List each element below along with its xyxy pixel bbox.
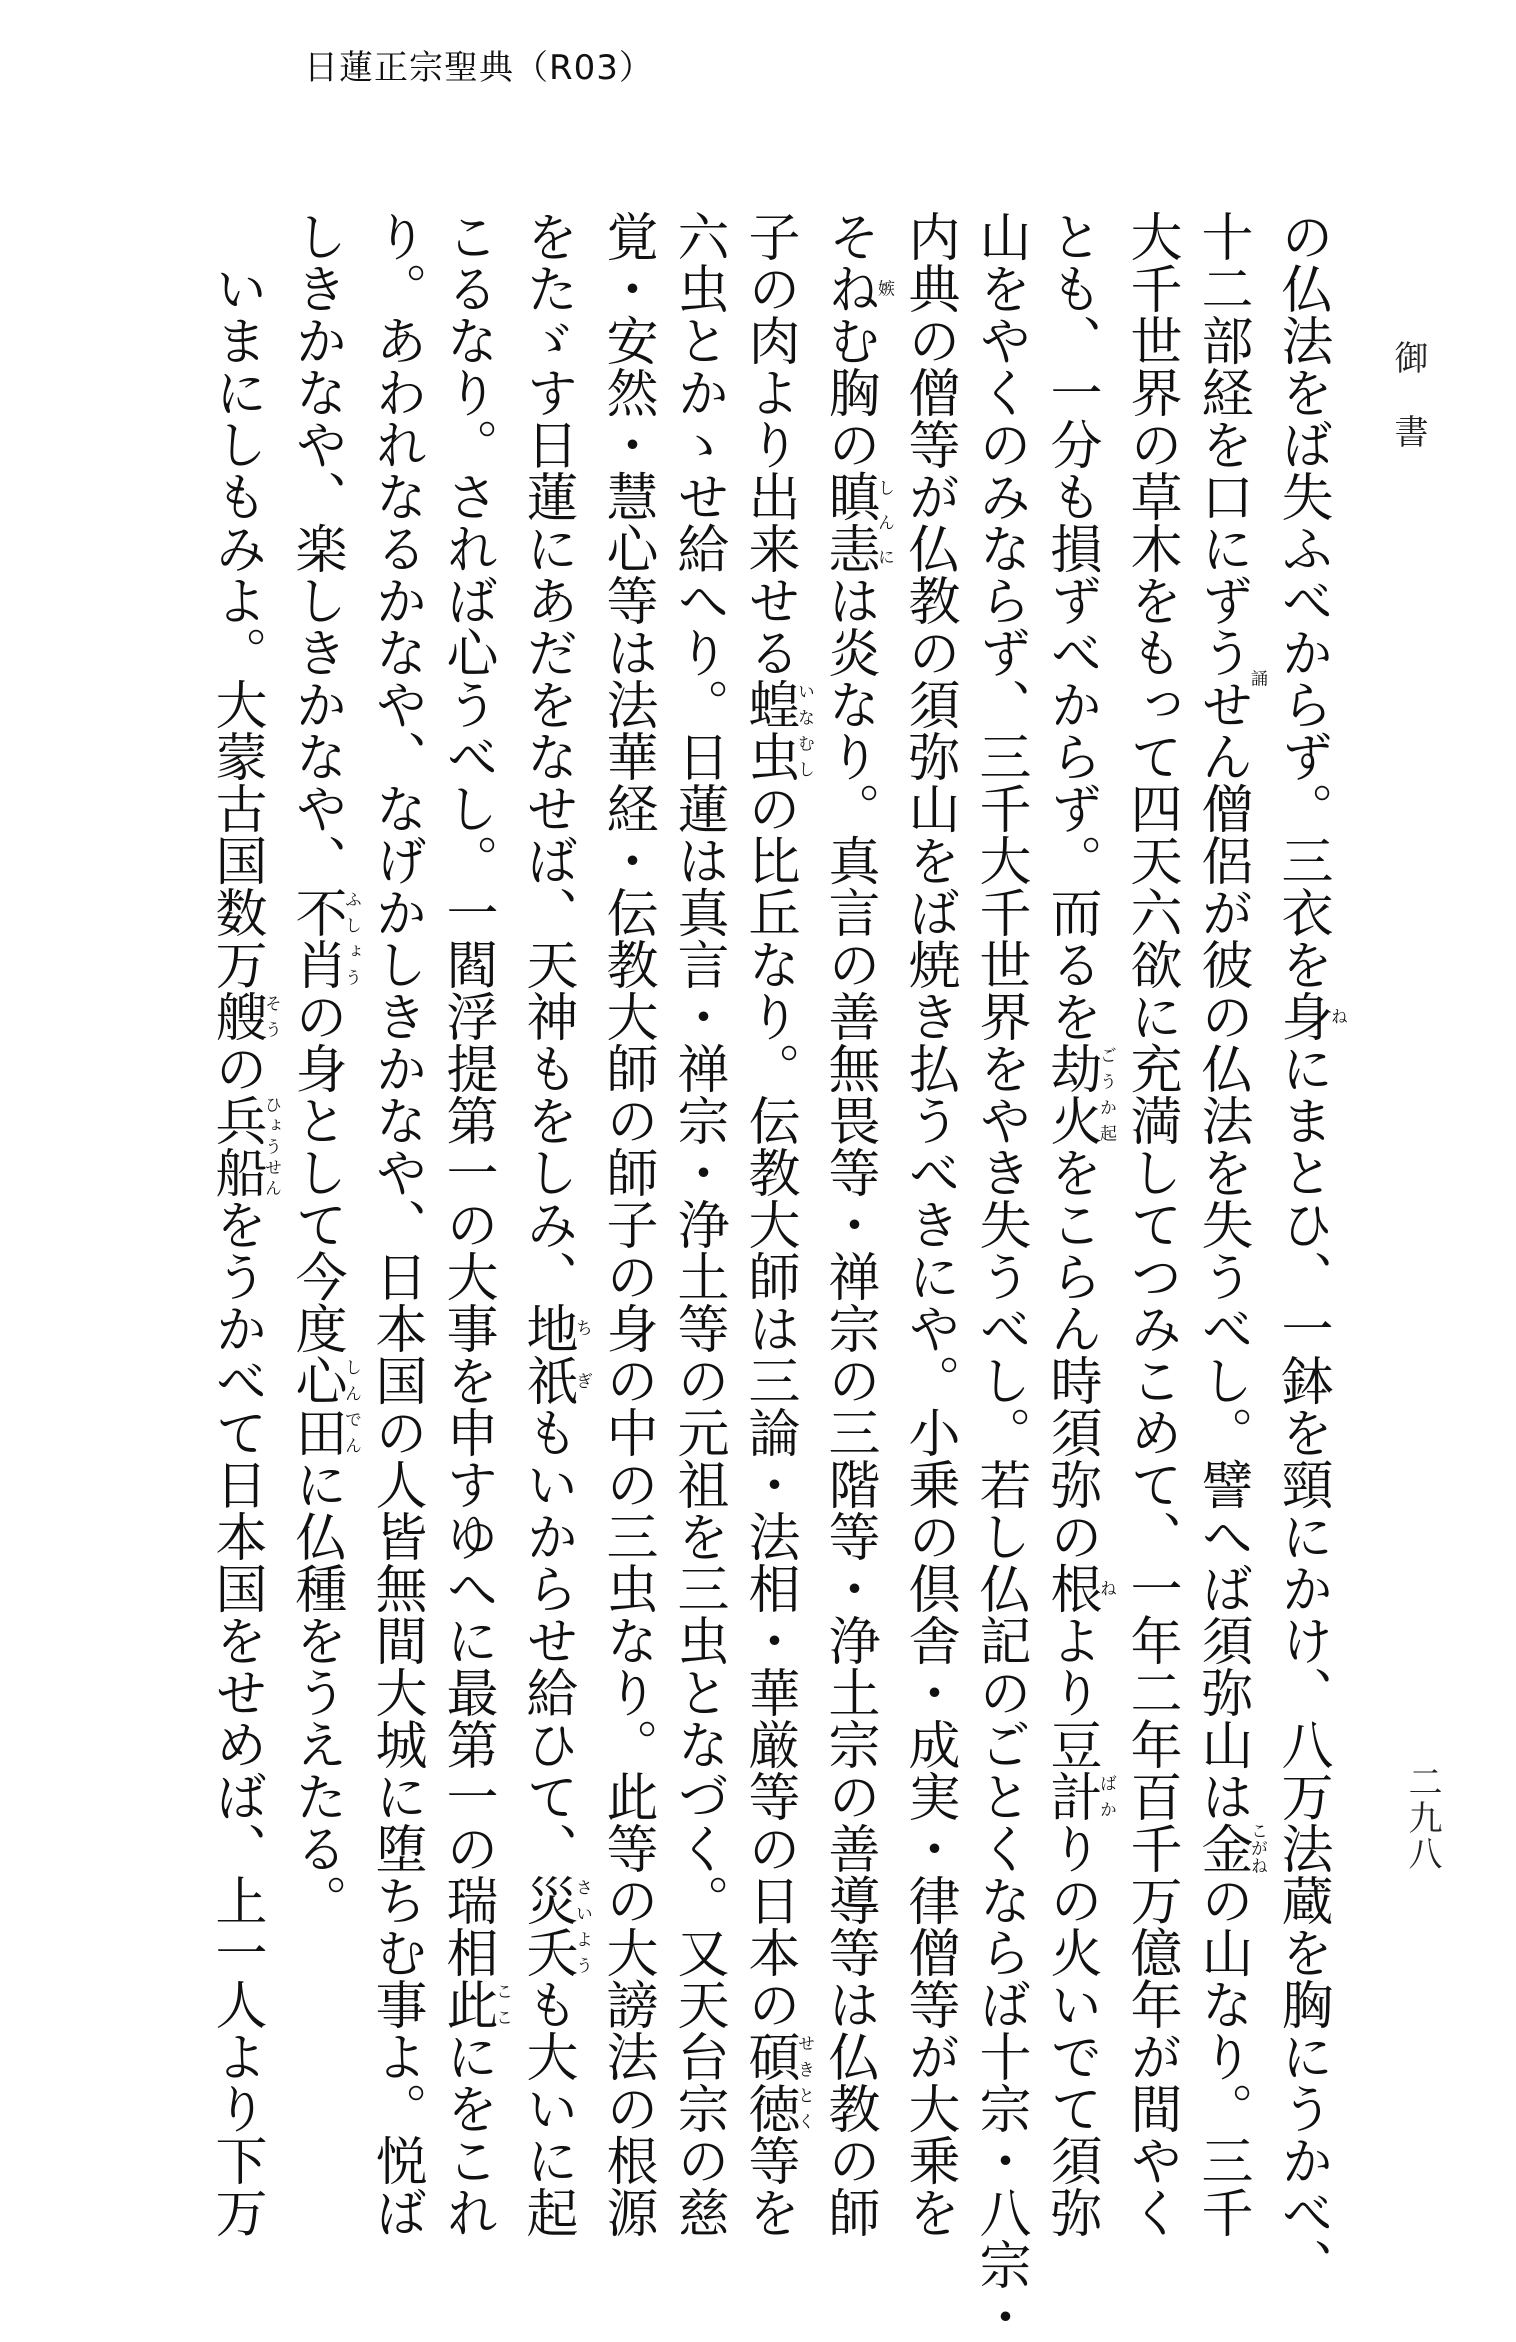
text-segment: 僧侶が彼の仏法を失うべし。譬へば須弥山は [1192,782,1252,1822]
furigana: ね [1096,1562,1116,1614]
ruby-annotated-word: 身ね [1272,990,1347,1042]
text-segment: 大千世界の草木をもって四天六欲に充満してつみこめて、一年二年百千万億年が間やく [1121,210,1181,2238]
text-column [1186,210,1267,2238]
text-column [662,210,733,2238]
text-segment: の身として今度 [286,990,346,1354]
text-segment: にをこれ [437,2030,497,2238]
text-segment: 等を [739,2134,799,2238]
ruby-annotated-word: 艘そう [206,990,281,1042]
furigana: しんでん [341,1354,361,1458]
furigana: ひょうせん [261,1094,281,1198]
text-segment: 十二部経を口に [1192,210,1252,574]
text-segment: 内典の僧等が仏教の須弥山をば焼き払うべきにや。小乗の倶舎・成実・律僧等が大乗を [899,210,959,2238]
text-column [964,210,1035,2342]
text-segment: の仏法をば失ふべからず。三衣を [1272,210,1332,990]
text-segment: しきかなや、楽しきかなや、 [286,210,346,886]
text-column [1115,210,1186,2238]
book-title-header: 日蓮正宗聖典（R03） [304,48,654,88]
furigana: ふしょう [341,886,361,990]
ruby-annotated-word: 地祇ちぎ [517,1302,592,1406]
furigana: ごうか起 [1096,1042,1116,1146]
text-column [511,210,592,2238]
furigana: いなむし [794,678,814,782]
ruby-annotated-word: 瞋恚しんに [819,470,894,574]
ruby-annotated-word: 根ね [1041,1562,1116,1614]
furigana: ね [1327,990,1347,1042]
furigana: さいよう [572,1874,592,1978]
text-column [360,210,431,2238]
furigana: ばか [1096,1770,1116,1822]
ruby-annotated-word: 災夭さいよう [517,1874,592,1978]
page-number: 二九八 [1402,1764,1442,1872]
text-segment: に仏種をうえたる。 [286,1458,346,1926]
text-column [431,210,512,2238]
text-column [591,210,662,2238]
text-segment: にまとひ、一鉢を頸にかけ、八万法蔵を胸にうかべ、 [1272,1042,1332,2290]
text-segment: 覚・安然・慧心等は法華経・伝教大師の師子の身の中の三虫なり。此等の大謗法の根源 [597,210,657,2238]
furigana: ここ [492,1978,512,2030]
text-segment: もいからせ給ひて、 [517,1406,577,1874]
furigana: しんに [874,470,894,574]
ruby-annotated-word: 兵船ひょうせん [206,1094,281,1198]
text-column [813,210,894,2238]
ruby-annotated-word: 劫火ごうか起 [1041,1042,1116,1146]
text-column [1266,210,1347,2290]
text-segment: 山をやくのみならず、三千大千世界をやき失うべし。若し仏記のごとくならば十宗・八宗・ [970,210,1030,2342]
text-segment: 胸の [819,366,879,470]
text-segment: りの火いでて須弥 [1041,1822,1101,2238]
furigana: 誦 [1247,574,1267,782]
text-column [280,210,360,1930]
text-segment: より豆 [1041,1614,1101,1770]
ruby-annotated-word: 此ここ [437,1978,512,2030]
text-segment: の比丘なり。伝教大師は三論・法相・華厳等の日本の [739,782,799,2030]
ruby-annotated-word: 心田しんでん [286,1354,361,1458]
text-segment: の [206,1042,266,1094]
text-segment: 子の肉より出来せる [739,210,799,678]
ruby-annotated-word: ずうせん誦 [1192,574,1267,782]
ruby-annotated-word: 計ばか [1041,1770,1116,1822]
text-segment: の山なり。三千 [1192,1874,1252,2238]
vertical-body-text [206,210,1347,2342]
section-title: 御書 [1388,340,1428,488]
text-segment: も大いに起 [517,1978,577,2238]
text-segment: は炎なり。真言の善無畏等・禅宗の三階等・浄土宗の善導等は仏教の師 [819,574,879,2238]
text-segment: いまにしもみよ。大蒙古国数万 [206,262,266,990]
furigana: せきとく [794,2030,814,2134]
text-segment: をうかべて日本国をせめば、上一人より下万 [206,1198,266,2238]
ruby-annotated-word: 金こがね [1192,1822,1267,1874]
text-segment: 六虫とかゝせ給へり。日蓮は真言・禅宗・浄土等の元祖を三虫となづく。又天台宗の慈 [668,210,728,2238]
text-column [1035,210,1116,2238]
text-segment: り。あわれなるかなや、なげかしきかなや、日本国の人皆無間大城に堕ちむ事よ。悦ば [366,210,426,2238]
text-segment: とも、一分も損ずべからず。而るを [1041,210,1101,1042]
text-column [200,210,281,2238]
text-segment: をこらん時須弥の [1041,1146,1101,1562]
furigana: 嫉 [874,210,894,366]
ruby-annotated-word: 碩徳せきとく [739,2030,814,2134]
text-column [733,210,814,2238]
text-segment: をたゞす日蓮にあだをなせば、天神もをしみ、 [517,210,577,1302]
furigana: こがね [1247,1822,1267,1874]
text-segment: こるなり。されば心うべし。一閻浮提第一の大事を申すゆへに最第一の瑞相 [437,210,497,1978]
furigana: ちぎ [572,1302,592,1406]
ruby-annotated-word: そねむ嫉 [819,210,894,366]
ruby-annotated-word: 不肖ふしょう [286,886,361,990]
furigana: そう [261,990,281,1042]
text-column [893,210,964,2238]
ruby-annotated-word: 蝗虫いなむし [739,678,814,782]
